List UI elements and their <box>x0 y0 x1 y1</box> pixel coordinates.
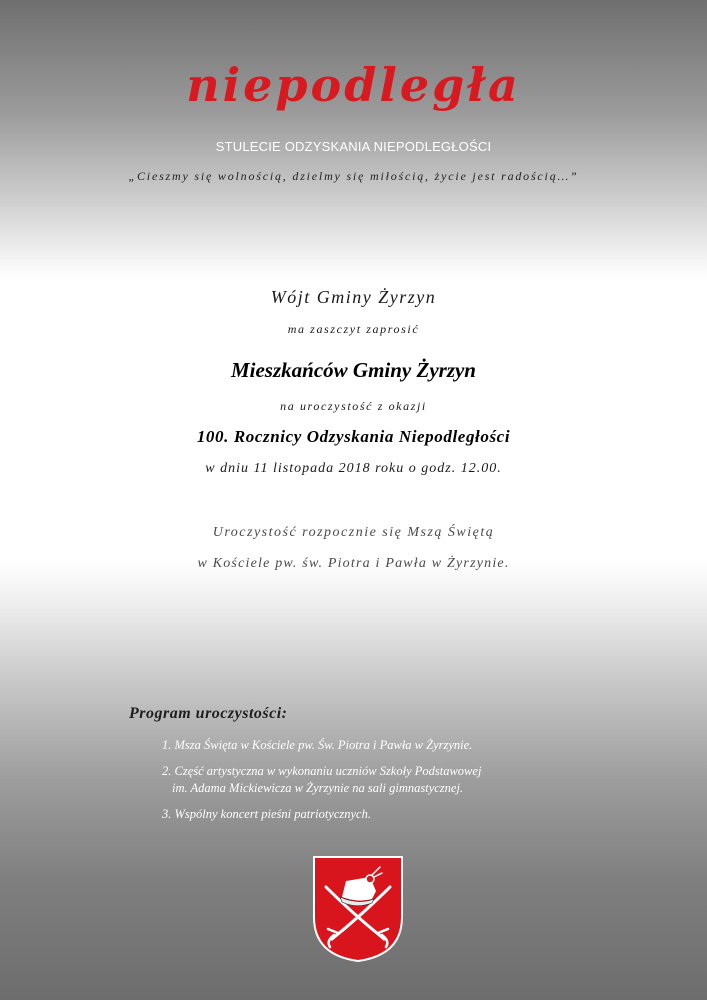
occasion-title: 100. Rocznicy Odzyskania Niepodległości <box>196 427 511 446</box>
occasion-intro: na uroczystość z okazji <box>280 399 427 413</box>
coat-of-arms-icon <box>312 855 404 963</box>
host-line: Wójt Gminy Żyrzyn <box>270 287 437 307</box>
program-item-text: 2. Część artystyczna w wykonaniu uczniów Szkoły Podstawowej <box>162 764 482 778</box>
subtitle: STULECIE ODZYSKANIA NIEPODLEGŁOŚCI <box>215 139 492 154</box>
program-title: Program uroczystości: <box>129 705 288 722</box>
program-item <box>162 806 682 823</box>
program-item-continuation: im. Adama Mickiewicza w Żyrzynie na sali gimnastycznej. <box>172 781 464 795</box>
quote: „Cieszmy się wolnością, dzielmy się miłością, życie jest radością…” <box>128 169 579 183</box>
honor-line: ma zaszczyt zaprosić <box>287 322 420 336</box>
mass-line-2: w Kościele pw. św. Piotra i Pawła w Żyrzynie. <box>197 556 510 571</box>
program-item-text: 1. Msza Święta w Kościele pw. Św. Piotra i Pawła w Żyrzynie. <box>162 738 473 752</box>
shield <box>314 857 402 961</box>
niepodlegla-logo: niepodległa <box>186 58 521 112</box>
cap-cockade <box>366 875 374 883</box>
program-item <box>162 737 682 754</box>
date-time: w dniu 11 listopada 2018 roku o godz. 12.00. <box>205 461 502 476</box>
guests-line: Mieszkańców Gminy Żyrzyn <box>230 358 476 382</box>
program-list <box>162 737 682 832</box>
program-item <box>162 763 682 797</box>
mass-line-1: Uroczystość rozpocznie się Mszą Świętą <box>212 525 495 540</box>
program-item-text: 3. Wspólny koncert pieśni patriotycznych. <box>162 807 371 821</box>
